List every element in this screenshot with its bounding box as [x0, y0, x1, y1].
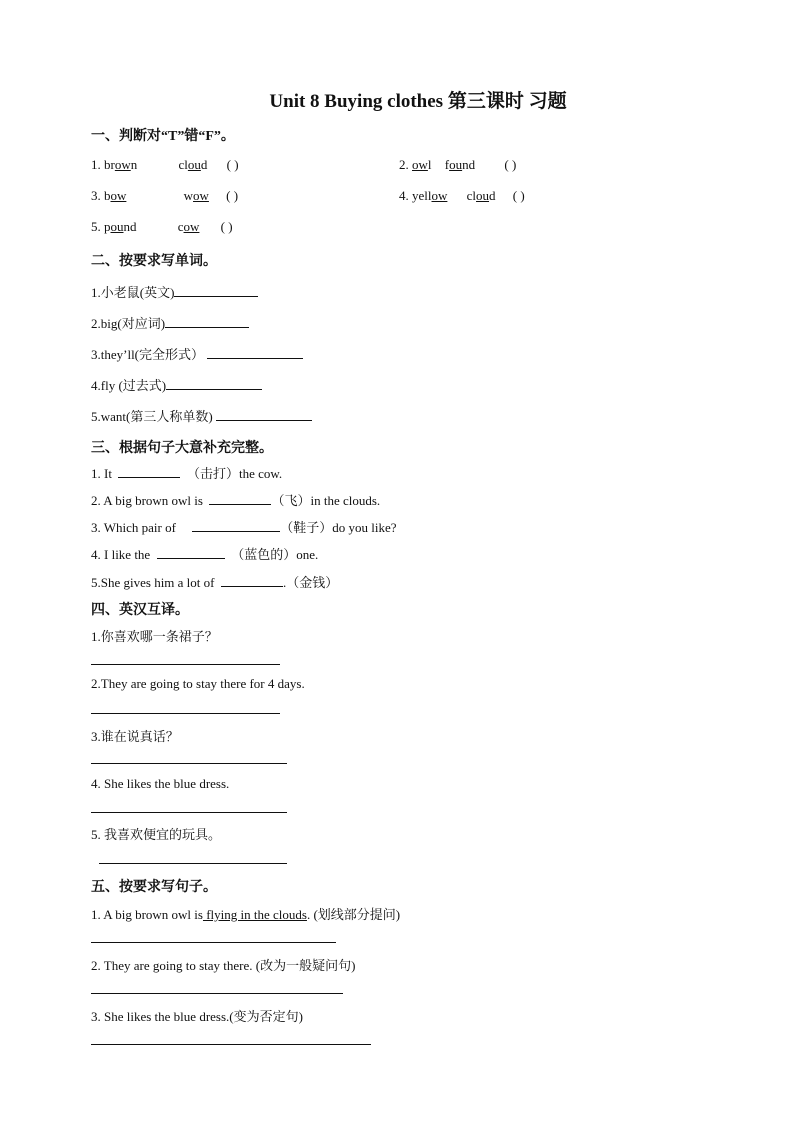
- s4-item-1: 1.你喜欢哪一条裙子？: [91, 629, 218, 644]
- answer-blank[interactable]: [174, 284, 258, 297]
- section-3-heading: 三、根据句子大意补充完整。: [91, 441, 273, 456]
- answer-blank[interactable]: [166, 377, 262, 390]
- answer-paren[interactable]: ( ): [226, 157, 239, 172]
- answer-blank[interactable]: [157, 546, 225, 559]
- answer-line[interactable]: [91, 763, 287, 764]
- answer-blank[interactable]: [165, 315, 249, 328]
- answer-line[interactable]: [91, 664, 280, 665]
- s2-item-4: 4.fly (过去式): [91, 375, 262, 394]
- section-4-heading: 四、英汉互译。: [91, 603, 189, 618]
- s2-item-1: 1.小老鼠(英文): [91, 282, 258, 301]
- section-2-heading: 二、按要求写单词。: [91, 254, 217, 269]
- s3-item-3: 3. Which pair of （鞋子）do you like?: [91, 520, 397, 535]
- s1-item-1: 1. brown cloud ( ): [91, 157, 239, 172]
- s4-item-5: 5. 我喜欢便宜的玩具。: [91, 827, 222, 842]
- answer-blank[interactable]: [207, 346, 303, 359]
- answer-line[interactable]: [91, 993, 343, 994]
- s2-item-3: 3.they’ll(完全形式）: [91, 344, 303, 363]
- s4-item-4: 4. She likes the blue dress.: [91, 776, 230, 791]
- answer-blank[interactable]: [209, 492, 271, 505]
- page-title: Unit 8 Buying clothes 第三课时 习题: [269, 91, 567, 112]
- answer-blank[interactable]: [192, 519, 280, 532]
- s1-item-4: 4. yellow cloud ( ): [399, 188, 525, 203]
- answer-line[interactable]: [99, 863, 287, 864]
- s5-item-1: 1. A big brown owl is flying in the clouds. (划线部分提问): [91, 907, 401, 922]
- s1-item-3: 3. bow wow ( ): [91, 188, 239, 203]
- s3-item-1: 1. It （击打）the cow.: [91, 466, 283, 481]
- answer-blank[interactable]: [118, 465, 180, 478]
- s5-item-3: 3. She likes the blue dress.(变为否定句): [91, 1009, 303, 1024]
- s2-item-5: 5.want(第三人称单数): [91, 406, 312, 425]
- s1-item-2: 2. owl found ( ): [399, 157, 517, 172]
- answer-blank[interactable]: [216, 408, 312, 421]
- answer-line[interactable]: [91, 812, 287, 813]
- s3-item-2: 2. A big brown owl is （飞）in the clouds.: [91, 493, 381, 508]
- s1-item-5: 5. pound cow ( ): [91, 219, 233, 234]
- s4-item-2: 2.They are going to stay there for 4 days.: [91, 676, 305, 691]
- answer-paren[interactable]: ( ): [512, 188, 525, 203]
- answer-paren[interactable]: ( ): [220, 219, 233, 234]
- answer-line[interactable]: [91, 942, 336, 943]
- answer-line[interactable]: [91, 1044, 371, 1045]
- section-1-heading: 一、判断对“T”错“F”。: [91, 129, 235, 144]
- answer-paren[interactable]: ( ): [504, 157, 517, 172]
- answer-paren[interactable]: ( ): [226, 188, 239, 203]
- answer-blank[interactable]: [221, 574, 283, 587]
- answer-line[interactable]: [91, 713, 280, 714]
- s4-item-3: 3.谁在说真话？: [91, 729, 179, 744]
- s3-item-5: 5.She gives him a lot of .（金钱）: [91, 575, 339, 590]
- s5-item-2: 2. They are going to stay there. (改为一般疑问句): [91, 958, 356, 973]
- s3-item-4: 4. I like the （蓝色的）one.: [91, 547, 319, 562]
- section-5-heading: 五、按要求写句子。: [91, 880, 217, 895]
- s2-item-2: 2.big(对应词): [91, 313, 249, 332]
